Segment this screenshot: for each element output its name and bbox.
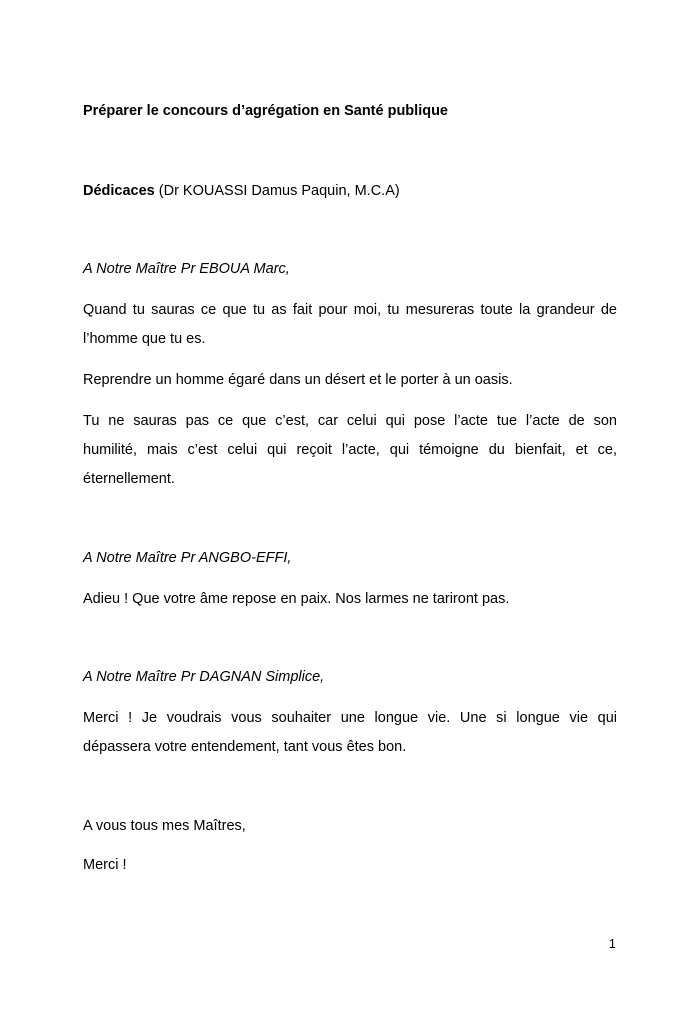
dedication-heading-line [83,183,617,199]
angbo-salutation: A Notre Maître Pr ANGBO-EFFI, [83,550,292,566]
closing-line: Merci ! [83,857,127,873]
eboua-paragraph-line: Quand tu sauras ce que tu as fait pour moi, tu mesureras toute la grandeur de [83,302,617,318]
eboua-salutation: A Notre Maître Pr EBOUA Marc, [83,261,290,277]
dedication-heading: Dédicaces [83,183,155,199]
eboua-paragraph-line: Reprendre un homme égaré dans un désert et le porter à un oasis. [83,372,513,388]
eboua-paragraph-line: humilité, mais c’est celui qui reçoit l’acte, qui témoigne du bienfait, et ce, [83,442,617,458]
dedication-author: (Dr KOUASSI Damus Paquin, M.C.A) [154,183,400,199]
eboua-paragraph-line: éternellement. [83,471,175,487]
document-title: Préparer le concours d’agrégation en Santé publique [83,103,448,119]
dagnan-salutation: A Notre Maître Pr DAGNAN Simplice, [83,669,325,685]
page-number: 1 [608,936,616,951]
angbo-paragraph-line: Adieu ! Que votre âme repose en paix. Nos larmes ne tariront pas. [83,591,510,607]
eboua-paragraph-line: l’homme que tu es. [83,331,206,347]
eboua-paragraph-line: Tu ne sauras pas ce que c’est, car celui qui pose l’acte tue l’acte de son [83,413,617,429]
closing-line: A vous tous mes Maîtres, [83,818,246,834]
dagnan-paragraph-line: dépassera votre entendement, tant vous êtes bon. [83,739,407,755]
dagnan-paragraph-line: Merci ! Je voudrais vous souhaiter une longue vie. Une si longue vie qui [83,710,617,726]
